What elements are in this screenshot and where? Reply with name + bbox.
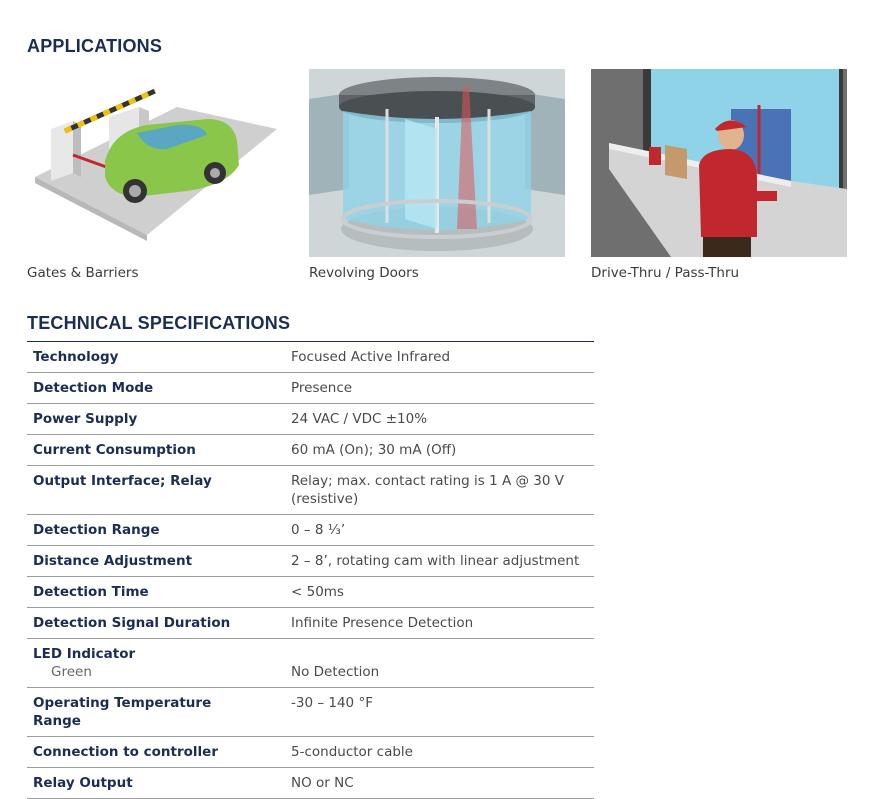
drive-thru-illustration: [591, 69, 847, 257]
spec-row: [27, 342, 594, 373]
spec-value: 5-conductor cable: [291, 737, 594, 768]
spec-row: [27, 515, 594, 546]
spec-row: [27, 404, 594, 435]
spec-label: Detection Signal Duration: [27, 608, 291, 639]
spec-sublabel: Green: [51, 664, 92, 680]
spec-label: [27, 639, 291, 688]
spec-label: Power Supply: [27, 404, 291, 435]
spec-label: Current Consumption: [27, 435, 291, 466]
spec-value: < 50ms: [291, 577, 594, 608]
spec-row: [27, 639, 594, 688]
spec-row: [27, 373, 594, 404]
spec-row: [27, 577, 594, 608]
spec-value: NO or NC: [291, 768, 594, 799]
spec-value: Presence: [291, 373, 594, 404]
spec-value: 24 VAC / VDC ±10%: [291, 404, 594, 435]
caption-gates-barriers: Gates & Barriers: [27, 265, 139, 281]
spec-label: Relay Output: [27, 768, 291, 799]
spec-label: Detection Range: [27, 515, 291, 546]
spec-value: Infinite Presence Detection: [291, 608, 594, 639]
specifications-table: [27, 341, 594, 799]
specifications-heading: TECHNICAL SPECIFICATIONS: [27, 313, 291, 333]
spec-label: Detection Time: [27, 577, 291, 608]
spec-label: Distance Adjustment: [27, 546, 291, 577]
spec-value: Focused Active Infrared: [291, 342, 594, 373]
spec-value: -30 – 140 °F: [291, 688, 594, 737]
spec-label: Technology: [27, 342, 291, 373]
spec-value: 60 mA (On); 30 mA (Off): [291, 435, 594, 466]
spec-label-text: Operating Temperature Range: [33, 695, 212, 729]
spec-value-text: No Detection: [291, 664, 380, 680]
spec-value: [291, 639, 594, 688]
spec-value: 0 – 8 ⅓’: [291, 515, 594, 546]
caption-drive-thru: Drive-Thru / Pass-Thru: [591, 265, 740, 281]
spec-label: Detection Mode: [27, 373, 291, 404]
gate-barrier-illustration: [27, 69, 283, 257]
spec-row: [27, 737, 594, 768]
spec-row: [27, 688, 594, 737]
spec-value: 2 – 8’, rotating cam with linear adjustment: [291, 546, 594, 577]
revolving-door-illustration: [309, 69, 565, 257]
spec-row: [27, 466, 594, 515]
spec-row: [27, 435, 594, 466]
spec-label: [27, 688, 291, 737]
spec-row: [27, 608, 594, 639]
spec-value: Relay; max. contact rating is 1 A @ 30 V (resistive): [291, 466, 594, 515]
spec-label-text: LED Indicator: [33, 646, 136, 662]
spec-label: Output Interface; Relay: [27, 466, 291, 515]
spec-label: Connection to controller: [27, 737, 291, 768]
caption-revolving-doors: Revolving Doors: [309, 265, 419, 281]
spec-row: [27, 546, 594, 577]
spec-row: [27, 768, 594, 799]
applications-heading: APPLICATIONS: [27, 36, 163, 56]
